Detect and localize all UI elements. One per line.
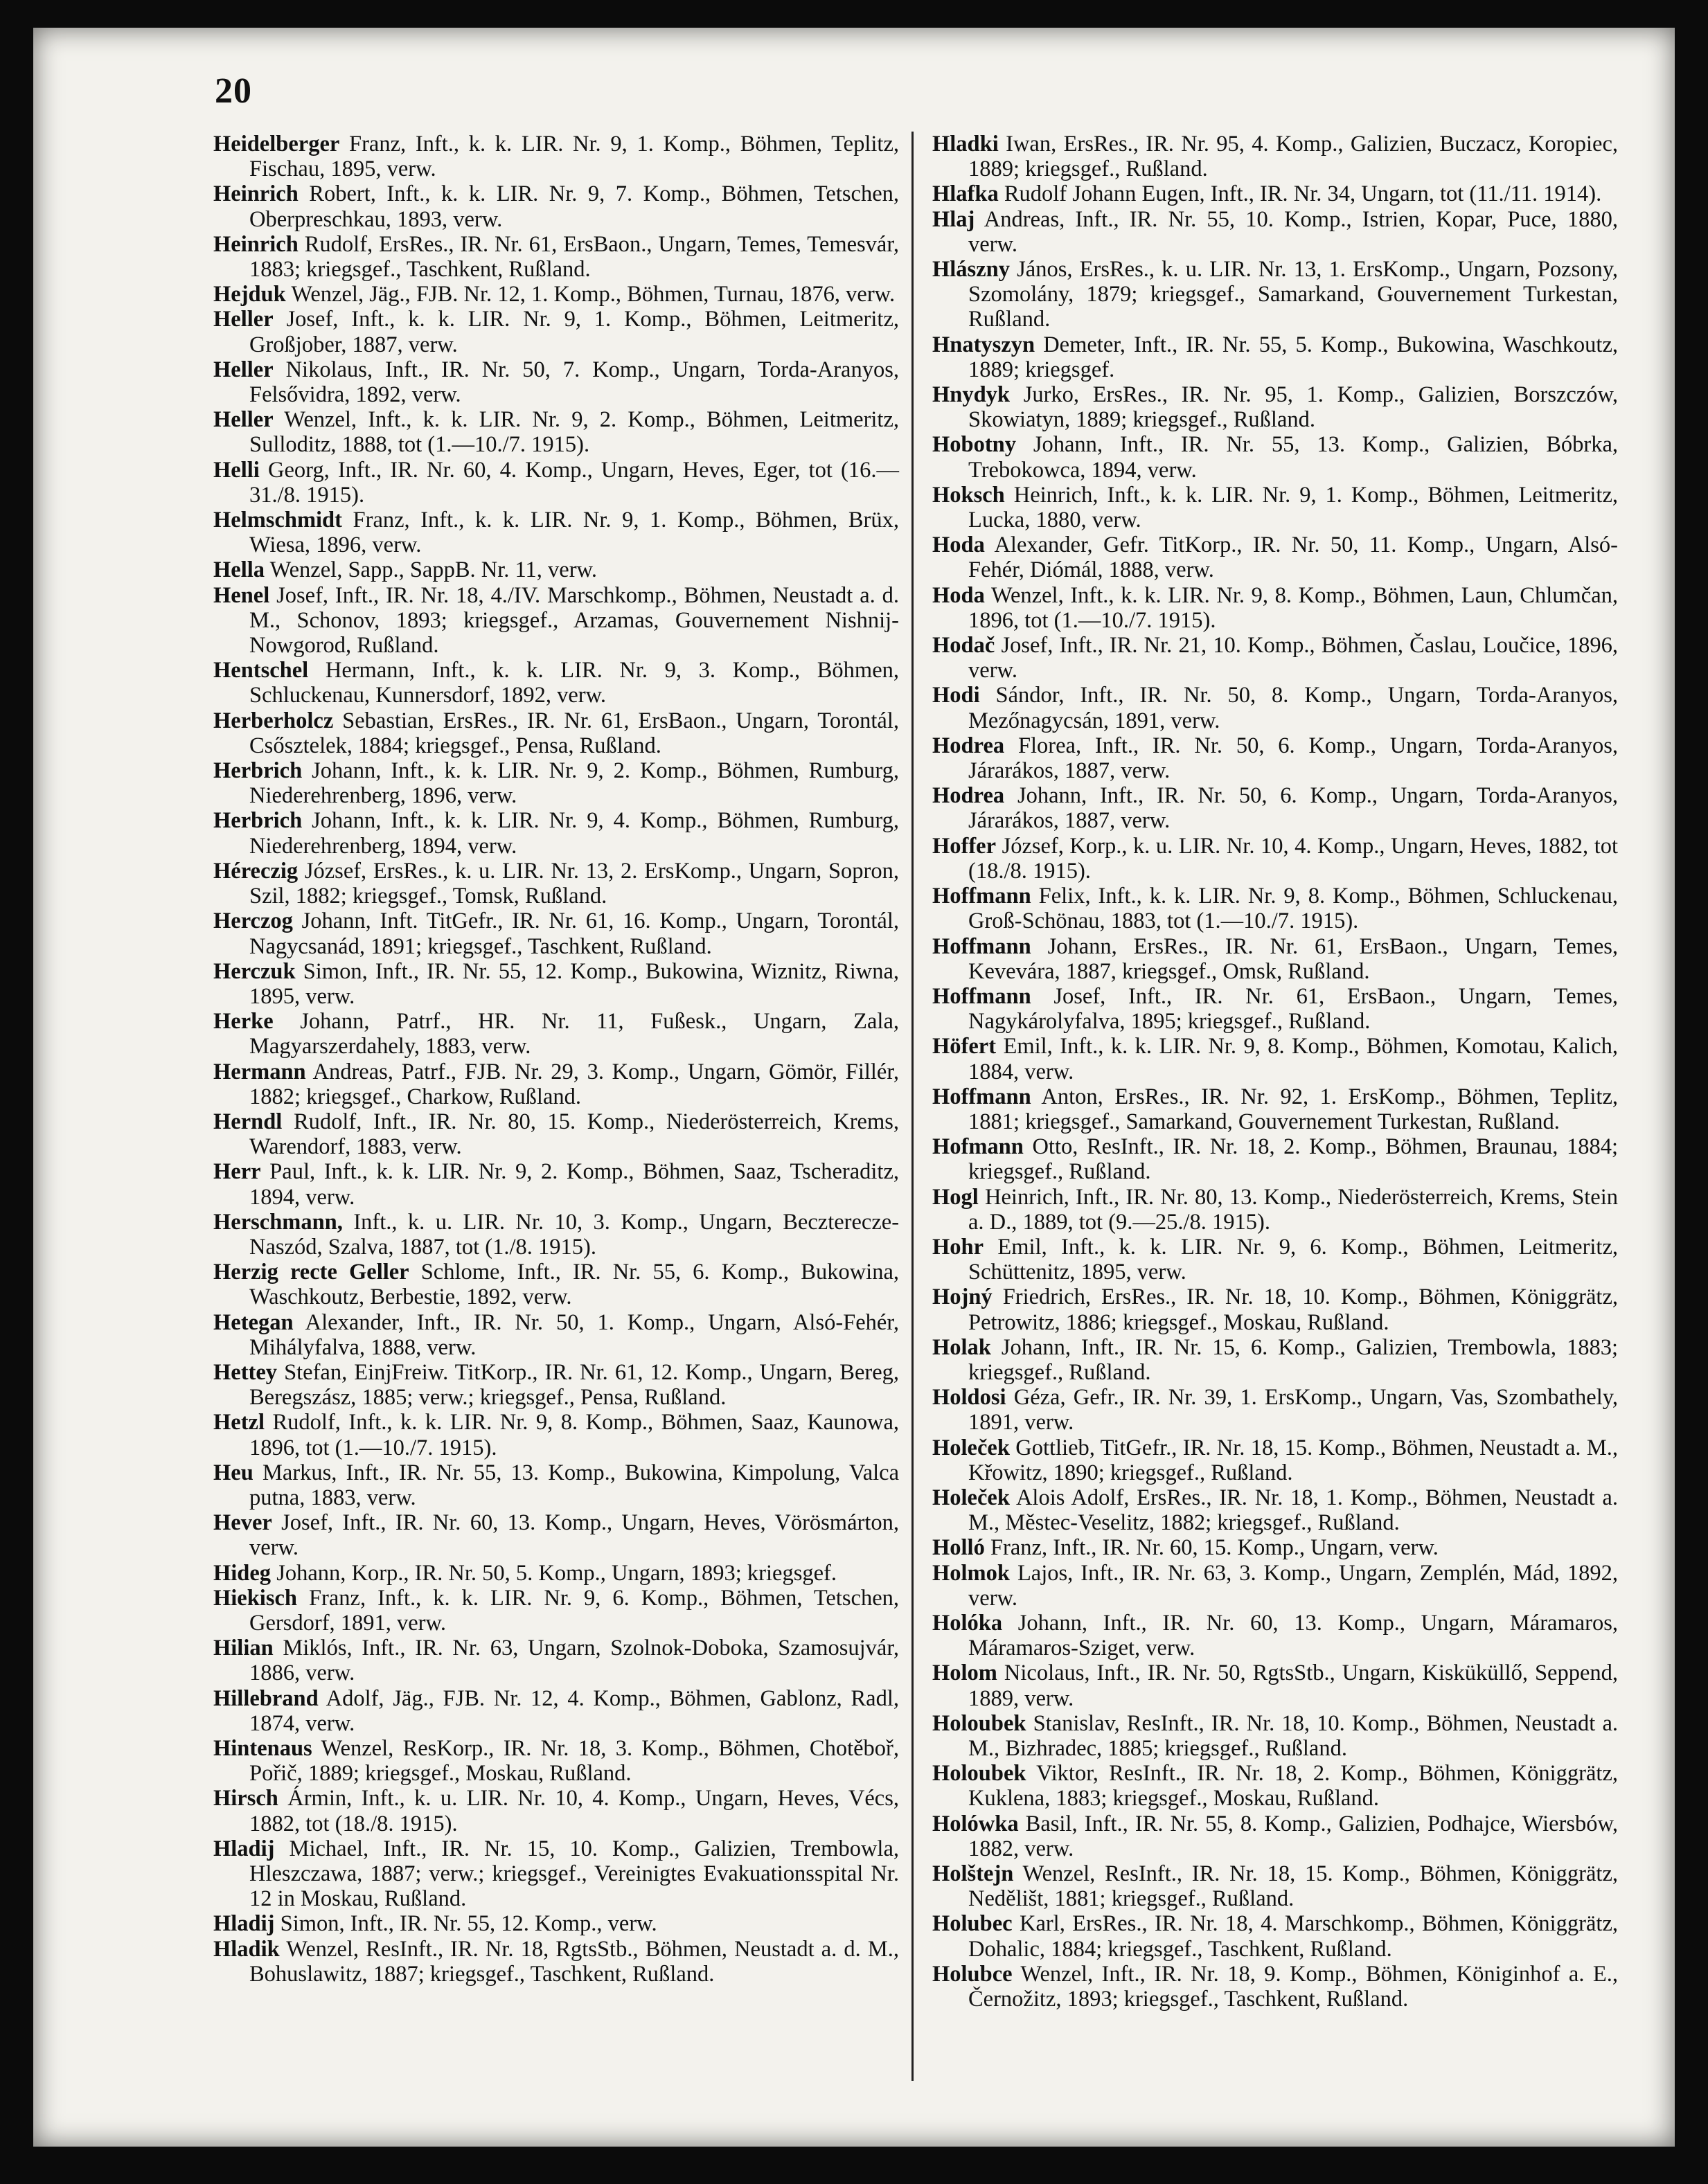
entry-details: Rudolf, Inft., IR. Nr. 80, 15. Komp., Niederösterreich, Krems, Warendorf, 1883, verw. [249, 1109, 900, 1160]
entry-details: Simon, Inft., IR. Nr. 55, 12. Komp., Bukowina, Wiznitz, Riwna, 1895, verw. [249, 958, 899, 1009]
list-entry [213, 1009, 899, 1059]
entry-surname: Hodač [932, 633, 995, 659]
list-entry [932, 382, 1618, 432]
entry-details: Florea, Inft., IR. Nr. 50, 6. Komp., Ungarn, Torda-Aranyos, Járarákos, 1887, verw. [968, 733, 1619, 784]
entry-details: Simon, Inft., IR. Nr. 55, 12. Komp., verw. [280, 1911, 657, 1937]
list-entry [932, 934, 1618, 984]
entry-details: Sándor, Inft., IR. Nr. 50, 8. Komp., Ungarn, Torda-Aranyos, Mezőnagycsán, 1891, verw. [968, 683, 1618, 733]
entry-surname: Höfert [932, 1034, 997, 1059]
entry-details: Stefan, EinjFreiw. TitKorp., IR. Nr. 61, 12. Komp., Ungarn, Bereg, Beregszász, 1885; verw.; kriegsgef., Pensa, Rußland. [249, 1359, 899, 1411]
list-entry [213, 708, 899, 758]
entry-details: Iwan, ErsRes., IR. Nr. 95, 4. Komp., Galizien, Buczacz, Koropiec, 1889; kriegsgef., Rußland. [968, 132, 1619, 182]
list-entry [932, 1861, 1618, 1911]
entry-surname: Hodrea [932, 783, 1005, 809]
entry-surname: Holeček [932, 1435, 1010, 1460]
entry-details: Friedrich, ErsRes., IR. Nr. 18, 10. Komp., Böhmen, Königgrätz, Petrowitz, 1886; kriegsgef., Moskau, Rußland. [968, 1285, 1618, 1335]
list-entry [932, 1761, 1618, 1811]
list-entry [932, 783, 1618, 833]
entry-details: Schlome, Inft., IR. Nr. 55, 6. Komp., Bukowina, Waschkoutz, Berbestie, 1892, verw. [249, 1260, 899, 1310]
list-entry [932, 683, 1618, 733]
entry-details: Franz, Inft., k. k. LIR. Nr. 9, 6. Komp., Böhmen, Tetschen, Gersdorf, 1891, verw. [249, 1585, 900, 1636]
list-entry [213, 1561, 899, 1586]
list-entry [932, 1485, 1618, 1535]
entry-details: Robert, Inft., k. k. LIR. Nr. 9, 7. Komp., Böhmen, Tetschen, Oberpreschkau, 1893, verw. [249, 181, 900, 232]
entry-surname: Herbrich [213, 808, 303, 834]
entry-surname: Hoffmann [932, 933, 1031, 959]
list-entry [213, 1059, 899, 1109]
entry-surname: Hnydyk [932, 382, 1011, 408]
list-entry [932, 532, 1618, 582]
list-entry [932, 1561, 1618, 1611]
list-entry [932, 1611, 1618, 1661]
right-column [932, 132, 1618, 2012]
entry-surname: Hoda [932, 532, 985, 558]
entry-surname: Herczog [213, 908, 293, 934]
list-entry [213, 1410, 899, 1460]
entry-details: Johann, Patrf., HR. Nr. 11, Fußesk., Ungarn, Zala, Magyarszerdahely, 1883, verw. [249, 1009, 899, 1059]
list-entry [213, 1310, 899, 1360]
entry-details: Alexander, Inft., IR. Nr. 50, 1. Komp., Ungarn, Alsó-Fehér, Mihályfalva, 1888, verw. [249, 1309, 899, 1360]
entry-surname: Hirsch [213, 1786, 278, 1811]
entry-surname: Hintenaus [213, 1736, 312, 1761]
list-entry [932, 1235, 1618, 1285]
entry-surname: Holubce [932, 1961, 1013, 1987]
entry-details: Wenzel, Inft., k. k. LIR. Nr. 9, 8. Komp., Böhmen, Laun, Chlumčan, 1896, tot (1.—10./7. 1915). [968, 582, 1618, 633]
entry-surname: Herzig recte Geller [213, 1260, 409, 1285]
entry-surname: Holóka [932, 1610, 1003, 1636]
list-entry [213, 583, 899, 659]
entry-details: Josef, Inft., IR. Nr. 61, ErsBaon., Ungarn, Temes, Nagykárolyfalva, 1895; kriegsgef., Rußland. [968, 983, 1618, 1035]
list-entry [213, 1360, 899, 1410]
entry-surname: Hlaj [932, 206, 975, 232]
list-entry [932, 332, 1618, 382]
entry-details: Inft., k. u. LIR. Nr. 10, 3. Komp., Ungarn, Beczterecze-Naszód, Szalva, 1887, tot (1./8. 1915). [249, 1209, 900, 1260]
entry-details: Johann, ErsRes., IR. Nr. 61, ErsBaon., Ungarn, Temes, Kevevára, 1887, kriegsgef., Omsk, Rußland. [968, 933, 1619, 984]
entry-details: Johann, Inft., IR. Nr. 60, 13. Komp., Ungarn, Máramaros, Máramaros-Sziget, verw. [968, 1610, 1618, 1661]
entry-details: Wenzel, ResInft., IR. Nr. 18, 15. Komp., Böhmen, Königgrätz, Nedělišt, 1881; kriegsgef., Rußland. [968, 1861, 1618, 1912]
list-entry [932, 1811, 1618, 1861]
entry-details: Franz, Inft., k. k. LIR. Nr. 9, 1. Komp., Böhmen, Teplitz, Fischau, 1895, verw. [249, 132, 899, 182]
entry-details: Nikolaus, Inft., IR. Nr. 50, 7. Komp., Ungarn, Torda-Aranyos, Felsővidra, 1892, verw. [249, 357, 899, 408]
list-entry [932, 834, 1618, 884]
entry-details: Johann, Inft., k. k. LIR. Nr. 9, 4. Komp., Böhmen, Rumburg, Niederehrenberg, 1894, verw. [249, 808, 899, 859]
entry-details: Josef, Inft., IR. Nr. 21, 10. Komp., Böhmen, Časlau, Loučice, 1896, verw. [968, 633, 1618, 683]
entry-surname: Hejduk [213, 282, 286, 307]
list-entry [932, 733, 1618, 783]
entry-surname: Hoksch [932, 482, 1005, 508]
list-entry [932, 1911, 1618, 1961]
list-entry [932, 483, 1618, 532]
entry-surname: Herndl [213, 1109, 283, 1134]
entry-surname: Hillebrand [213, 1685, 319, 1711]
entry-details: Ármin, Inft., k. u. LIR. Nr. 10, 4. Komp., Ungarn, Heves, Vécs, 1882, tot (18./8. 1915). [249, 1786, 900, 1836]
entry-details: Wenzel, Sapp., SappB. Nr. 11, verw. [269, 557, 598, 583]
list-entry [932, 1134, 1618, 1184]
entry-surname: Hogl [932, 1184, 979, 1210]
entry-details: Stanislav, ResInft., IR. Nr. 18, 10. Komp., Böhmen, Neustadt a. M., Bizhradec, 1885; kriegsgef., Rußland. [968, 1710, 1618, 1761]
list-entry [932, 1962, 1618, 2012]
entry-details: Wenzel, Inft., k. k. LIR. Nr. 9, 2. Komp., Böhmen, Leitmeritz, Sulloditz, 1888, tot (1.—10./7. 1915). [249, 407, 899, 458]
list-entry [213, 908, 899, 958]
list-entry [213, 232, 899, 282]
list-entry [213, 1686, 899, 1736]
entry-surname: Holoubek [932, 1761, 1026, 1787]
list-entry [213, 1109, 899, 1159]
list-entry [213, 307, 899, 357]
entry-details: Franz, Inft., k. k. LIR. Nr. 9, 1. Komp., Böhmen, Brüx, Wiesa, 1896, verw. [249, 508, 899, 558]
entry-details: Wenzel, Jäg., FJB. Nr. 12, 1. Komp., Böhmen, Turnau, 1876, verw. [291, 282, 896, 307]
list-entry [213, 1586, 899, 1636]
entry-surname: Hideg [213, 1560, 272, 1586]
entry-surname: Holló [932, 1535, 985, 1561]
entry-details: Wenzel, ResKorp., IR. Nr. 18, 3. Komp., Böhmen, Chotěboř, Pořič, 1889; kriegsgef., Moskau, Rußland. [249, 1736, 899, 1787]
list-entry [932, 207, 1618, 257]
list-entry [932, 1535, 1618, 1560]
entry-details: Basil, Inft., IR. Nr. 55, 8. Komp., Galizien, Podhajce, Wiersbów, 1882, verw. [968, 1811, 1618, 1861]
entry-surname: Henel [213, 582, 270, 608]
entry-surname: Hofmann [932, 1134, 1024, 1160]
entry-surname: Helli [213, 457, 260, 483]
entry-surname: Hladij [213, 1836, 275, 1861]
list-entry [932, 1711, 1618, 1761]
entry-details: Gottlieb, TitGefr., IR. Nr. 18, 15. Komp., Böhmen, Neustadt a. M., Křowitz, 1890; kriegsgef., Rußland. [968, 1435, 1618, 1485]
entry-surname: Hetegan [213, 1309, 294, 1335]
list-entry [932, 257, 1618, 332]
entry-details: Nicolaus, Inft., IR. Nr. 50, RgtsStb., Ungarn, Kisküküllő, Seppend, 1889, verw. [968, 1661, 1618, 1711]
entry-surname: Herczuk [213, 958, 296, 984]
entry-surname: Hladki [932, 132, 999, 156]
entry-details: Wenzel, Inft., IR. Nr. 18, 9. Komp., Böhmen, Königinhof a. E., Černožitz, 1893; kriegsgef., Taschkent, Rußland. [968, 1961, 1618, 2012]
entry-surname: Holom [932, 1661, 997, 1686]
list-entry [213, 1836, 899, 1912]
entry-details: Jurko, ErsRes., IR. Nr. 95, 1. Komp., Galizien, Borszczów, Skowiatyn, 1889; kriegsgef., Rußland. [968, 382, 1619, 433]
entry-surname: Holeček [932, 1485, 1010, 1510]
entry-surname: Holubec [932, 1911, 1013, 1937]
entry-details: Karl, ErsRes., IR. Nr. 18, 4. Marschkomp., Böhmen, Königgrätz, Dohalic, 1884; kriegsgef., Taschkent, Rußland. [968, 1911, 1618, 1962]
entry-details: Rudolf, Inft., k. k. LIR. Nr. 9, 8. Komp., Böhmen, Saaz, Kaunowa, 1896, tot (1.—10./7. 1915). [249, 1410, 899, 1460]
entry-surname: Holówka [932, 1811, 1019, 1836]
entry-details: Anton, ErsRes., IR. Nr. 92, 1. ErsKomp., Böhmen, Teplitz, 1881; kriegsgef., Samarkand, Gouvernement Turkestan, Rußland. [968, 1084, 1618, 1134]
list-entry [213, 808, 899, 858]
entry-details: Andreas, Patrf., FJB. Nr. 29, 3. Komp., Ungarn, Gömör, Fillér, 1882; kriegsgef., Charkow, Rußland. [249, 1059, 899, 1109]
entry-surname: Hladij [213, 1911, 275, 1937]
entry-details: Wenzel, ResInft., IR. Nr. 18, RgtsStb., Böhmen, Neustadt a. d. M., Bohuslawitz, 1887; kriegsgef., Taschkent, Rußland. [249, 1936, 899, 1987]
entry-surname: Hodrea [932, 733, 1005, 758]
entry-details: Viktor, ResInft., IR. Nr. 18, 2. Komp., Böhmen, Königgrätz, Kuklena, 1883; kriegsgef., Moskau, Rußland. [968, 1761, 1618, 1811]
entry-details: Johann, Inft., k. k. LIR. Nr. 9, 2. Komp., Böhmen, Rumburg, Niederehrenberg, 1896, verw. [249, 758, 899, 809]
entry-details: Josef, Inft., IR. Nr. 60, 13. Komp., Ungarn, Heves, Vörösmárton, verw. [249, 1510, 899, 1561]
list-entry [213, 282, 899, 307]
entry-surname: Holak [932, 1334, 991, 1360]
entry-details: Johann, Inft., IR. Nr. 15, 6. Komp., Galizien, Trembowla, 1883; kriegsgef., Rußland. [968, 1334, 1619, 1385]
list-entry [932, 1084, 1618, 1134]
entry-surname: Herke [213, 1009, 274, 1035]
entry-surname: Hoffmann [932, 1084, 1031, 1109]
list-entry [932, 1185, 1618, 1235]
entry-details: Paul, Inft., k. k. LIR. Nr. 9, 2. Komp., Böhmen, Saaz, Tscheraditz, 1894, verw. [249, 1159, 900, 1210]
entry-surname: Hojný [932, 1285, 993, 1310]
list-entry [932, 1385, 1618, 1435]
list-entry [932, 583, 1618, 633]
list-entry [932, 132, 1618, 181]
entry-details: Emil, Inft., k. k. LIR. Nr. 9, 6. Komp., Böhmen, Leitmeritz, Schüttenitz, 1895, verw. [968, 1234, 1619, 1285]
entry-details: Sebastian, ErsRes., IR. Nr. 61, ErsBaon., Ungarn, Torontál, Csősztelek, 1884; kriegsgef., Pensa, Rußland. [249, 708, 900, 758]
entry-details: Georg, Inft., IR. Nr. 60, 4. Komp., Ungarn, Heves, Eger, tot (16.—31./8. 1915). [249, 457, 899, 508]
list-entry [213, 959, 899, 1009]
entry-surname: Hlafka [932, 181, 999, 207]
list-entry [213, 1460, 899, 1510]
entry-surname: Helmschmidt [213, 508, 342, 533]
entry-surname: Héreczig [213, 858, 299, 884]
list-entry [213, 859, 899, 908]
entry-details: Demeter, Inft., IR. Nr. 55, 5. Komp., Bukowina, Waschkoutz, 1889; kriegsgef. [968, 332, 1619, 382]
entry-details: Johann, Inft., IR. Nr. 50, 6. Komp., Ungarn, Torda-Aranyos, Járarákos, 1887, verw. [968, 783, 1619, 834]
entry-surname: Heidelberger [213, 132, 340, 156]
entry-details: Adolf, Jäg., FJB. Nr. 12, 4. Komp., Böhmen, Gablonz, Radl, 1874, verw. [249, 1685, 899, 1736]
entry-surname: Hlászny [932, 257, 1010, 283]
list-entry [932, 1661, 1618, 1710]
entry-surname: Heu [213, 1460, 253, 1485]
list-entry [932, 181, 1618, 206]
entry-surname: Hodi [932, 683, 980, 708]
entry-surname: Hohr [932, 1234, 984, 1260]
list-entry [213, 132, 899, 181]
entry-surname: Hermann [213, 1059, 306, 1084]
entry-surname: Hoffmann [932, 884, 1031, 909]
entry-details: Johann, Inft. TitGefr., IR. Nr. 61, 16. Komp., Ungarn, Torontál, Nagycsanád, 1891; kriegsgef., Taschkent, Rußland. [249, 908, 900, 959]
entry-details: Alois Adolf, ErsRes., IR. Nr. 18, 1. Komp., Böhmen, Neustadt a. M., Městec-Veselitz, 1882; kriegsgef., Rußland. [968, 1485, 1618, 1536]
entry-details: Johann, Inft., IR. Nr. 55, 13. Komp., Galizien, Bóbrka, Trebokowca, 1894, verw. [968, 432, 1618, 483]
list-entry [932, 884, 1618, 933]
entry-details: Rudolf, ErsRes., IR. Nr. 61, ErsBaon., Ungarn, Temes, Temesvár, 1883; kriegsgef., Taschkent, Rußland. [249, 231, 899, 283]
list-entry [213, 508, 899, 557]
entry-surname: Hever [213, 1510, 272, 1536]
list-entry [213, 1636, 899, 1685]
entry-surname: Holštejn [932, 1861, 1014, 1887]
list-entry [213, 181, 899, 231]
entry-details: Felix, Inft., k. k. LIR. Nr. 9, 8. Komp., Böhmen, Schluckenau, Groß-Schönau, 1883, tot (1.—10./7. 1915). [968, 884, 1619, 934]
entry-details: Johann, Korp., IR. Nr. 50, 5. Komp., Ungarn, 1893; kriegsgef. [276, 1560, 837, 1586]
list-entry [213, 458, 899, 508]
document-page [33, 28, 1675, 2147]
left-column [213, 132, 899, 1987]
list-entry [213, 1736, 899, 1786]
entry-surname: Herr [213, 1159, 261, 1185]
entry-details: Heinrich, Inft., IR. Nr. 80, 13. Komp., Niederösterreich, Krems, Stein a. D., 1889, tot (9.—25./8. 1915). [968, 1184, 1619, 1235]
entry-details: Markus, Inft., IR. Nr. 55, 13. Komp., Bukowina, Kimpolung, Valca putna, 1883, verw. [249, 1460, 900, 1510]
entry-surname: Hettey [213, 1359, 278, 1385]
entry-details: Rudolf Johann Eugen, Inft., IR. Nr. 34, Ungarn, tot (11./11. 1914). [1004, 181, 1602, 207]
entry-surname: Hoda [932, 582, 985, 608]
list-entry [213, 1510, 899, 1560]
list-entry [213, 557, 899, 582]
entry-surname: Holmok [932, 1560, 1010, 1586]
list-entry [932, 1435, 1618, 1485]
list-entry [932, 1285, 1618, 1334]
entry-surname: Hetzl [213, 1410, 265, 1435]
column-divider [911, 132, 914, 2081]
entry-details: Alexander, Gefr. TitKorp., IR. Nr. 50, 11. Komp., Ungarn, Alsó-Fehér, Diómál, 1888, verw. [968, 532, 1618, 583]
list-entry [932, 1335, 1618, 1385]
entry-surname: Hentschel [213, 658, 309, 683]
list-entry [213, 357, 899, 407]
list-entry [213, 1210, 899, 1260]
entry-details: József, ErsRes., k. u. LIR. Nr. 13, 2. ErsKomp., Ungarn, Sopron, Szil, 1882; kriegsgef., Tomsk, Rußland. [249, 858, 900, 909]
entry-details: Andreas, Inft., IR. Nr. 55, 10. Komp., Istrien, Kopar, Puce, 1880, verw. [968, 206, 1618, 257]
entry-details: Michael, Inft., IR. Nr. 15, 10. Komp., Galizien, Trembowla, Hleszczawa, 1887; verw.; kriegsgef., Vereinigtes Evakuationsspital Nr. 12 in Moskau, Rußland. [249, 1836, 900, 1912]
entry-details: Heinrich, Inft., k. k. LIR. Nr. 9, 1. Komp., Böhmen, Leitmeritz, Lucka, 1880, verw. [968, 482, 1618, 533]
list-entry [213, 407, 899, 457]
entry-details: Josef, Inft., IR. Nr. 18, 4./IV. Marschkomp., Böhmen, Neustadt a. d. M., Schonov, 1893; kriegsgef., Arzamas, Gouvernement Nishnij-Nowgorod, Rußland. [249, 582, 900, 659]
entry-details: József, Korp., k. u. LIR. Nr. 10, 4. Komp., Ungarn, Heves, 1882, tot (18./8. 1915). [968, 833, 1619, 884]
entry-details: Franz, Inft., IR. Nr. 60, 15. Komp., Ungarn, verw. [990, 1535, 1439, 1561]
list-entry [213, 1260, 899, 1309]
entry-details: Otto, ResInft., IR. Nr. 18, 2. Komp., Böhmen, Braunau, 1884; kriegsgef., Rußland. [968, 1134, 1618, 1185]
entry-surname: Heller [213, 307, 274, 332]
entry-surname: Hiekisch [213, 1585, 297, 1611]
entry-surname: Herberholcz [213, 708, 334, 733]
entry-surname: Herbrich [213, 758, 303, 784]
entry-surname: Holoubek [932, 1710, 1026, 1736]
entry-surname: Hobotny [932, 432, 1017, 458]
entry-details: Géza, Gefr., IR. Nr. 39, 1. ErsKomp., Ungarn, Vas, Szombathely, 1891, verw. [968, 1385, 1618, 1435]
entry-details: János, ErsRes., k. u. LIR. Nr. 13, 1. ErsKomp., Ungarn, Pozsony, Szomolány, 1879; kriegsgef., Samarkand, Gouvernement Turkestan, Rußland. [968, 257, 1619, 332]
entry-details: Lajos, Inft., IR. Nr. 63, 3. Komp., Ungarn, Zemplén, Mád, 1892, verw. [968, 1560, 1619, 1611]
page-number: 20 [215, 71, 252, 111]
entry-details: Miklós, Inft., IR. Nr. 63, Ungarn, Szolnok-Doboka, Szamosujvár, 1886, verw. [249, 1636, 899, 1686]
entry-details: Josef, Inft., k. k. LIR. Nr. 9, 1. Komp., Böhmen, Leitmeritz, Großjober, 1887, verw. [249, 307, 899, 357]
entry-surname: Heller [213, 407, 274, 433]
list-entry [213, 1937, 899, 1987]
entry-details: Hermann, Inft., k. k. LIR. Nr. 9, 3. Komp., Böhmen, Schluckenau, Kunnersdorf, 1892, verw. [249, 658, 899, 708]
entry-surname: Hladik [213, 1936, 280, 1962]
entry-surname: Hella [213, 557, 265, 583]
list-entry [213, 658, 899, 708]
list-entry [213, 1911, 899, 1936]
entry-surname: Hnatyszyn [932, 332, 1035, 357]
list-entry [932, 633, 1618, 683]
entry-surname: Hoffer [932, 833, 997, 859]
entry-surname: Hilian [213, 1636, 274, 1661]
entry-surname: Heinrich [213, 181, 299, 207]
entry-surname: Hoffmann [932, 983, 1031, 1009]
list-entry [932, 1034, 1618, 1084]
list-entry [932, 984, 1618, 1034]
list-entry [213, 758, 899, 808]
list-entry [213, 1786, 899, 1836]
entry-details: Emil, Inft., k. k. LIR. Nr. 9, 8. Komp., Böhmen, Komotau, Kalich, 1884, verw. [968, 1034, 1619, 1084]
list-entry [932, 432, 1618, 482]
entry-surname: Herschmann, [213, 1209, 343, 1235]
entry-surname: Heller [213, 357, 274, 382]
list-entry [213, 1159, 899, 1209]
entry-surname: Holdosi [932, 1385, 1006, 1411]
entry-surname: Heinrich [213, 231, 299, 257]
